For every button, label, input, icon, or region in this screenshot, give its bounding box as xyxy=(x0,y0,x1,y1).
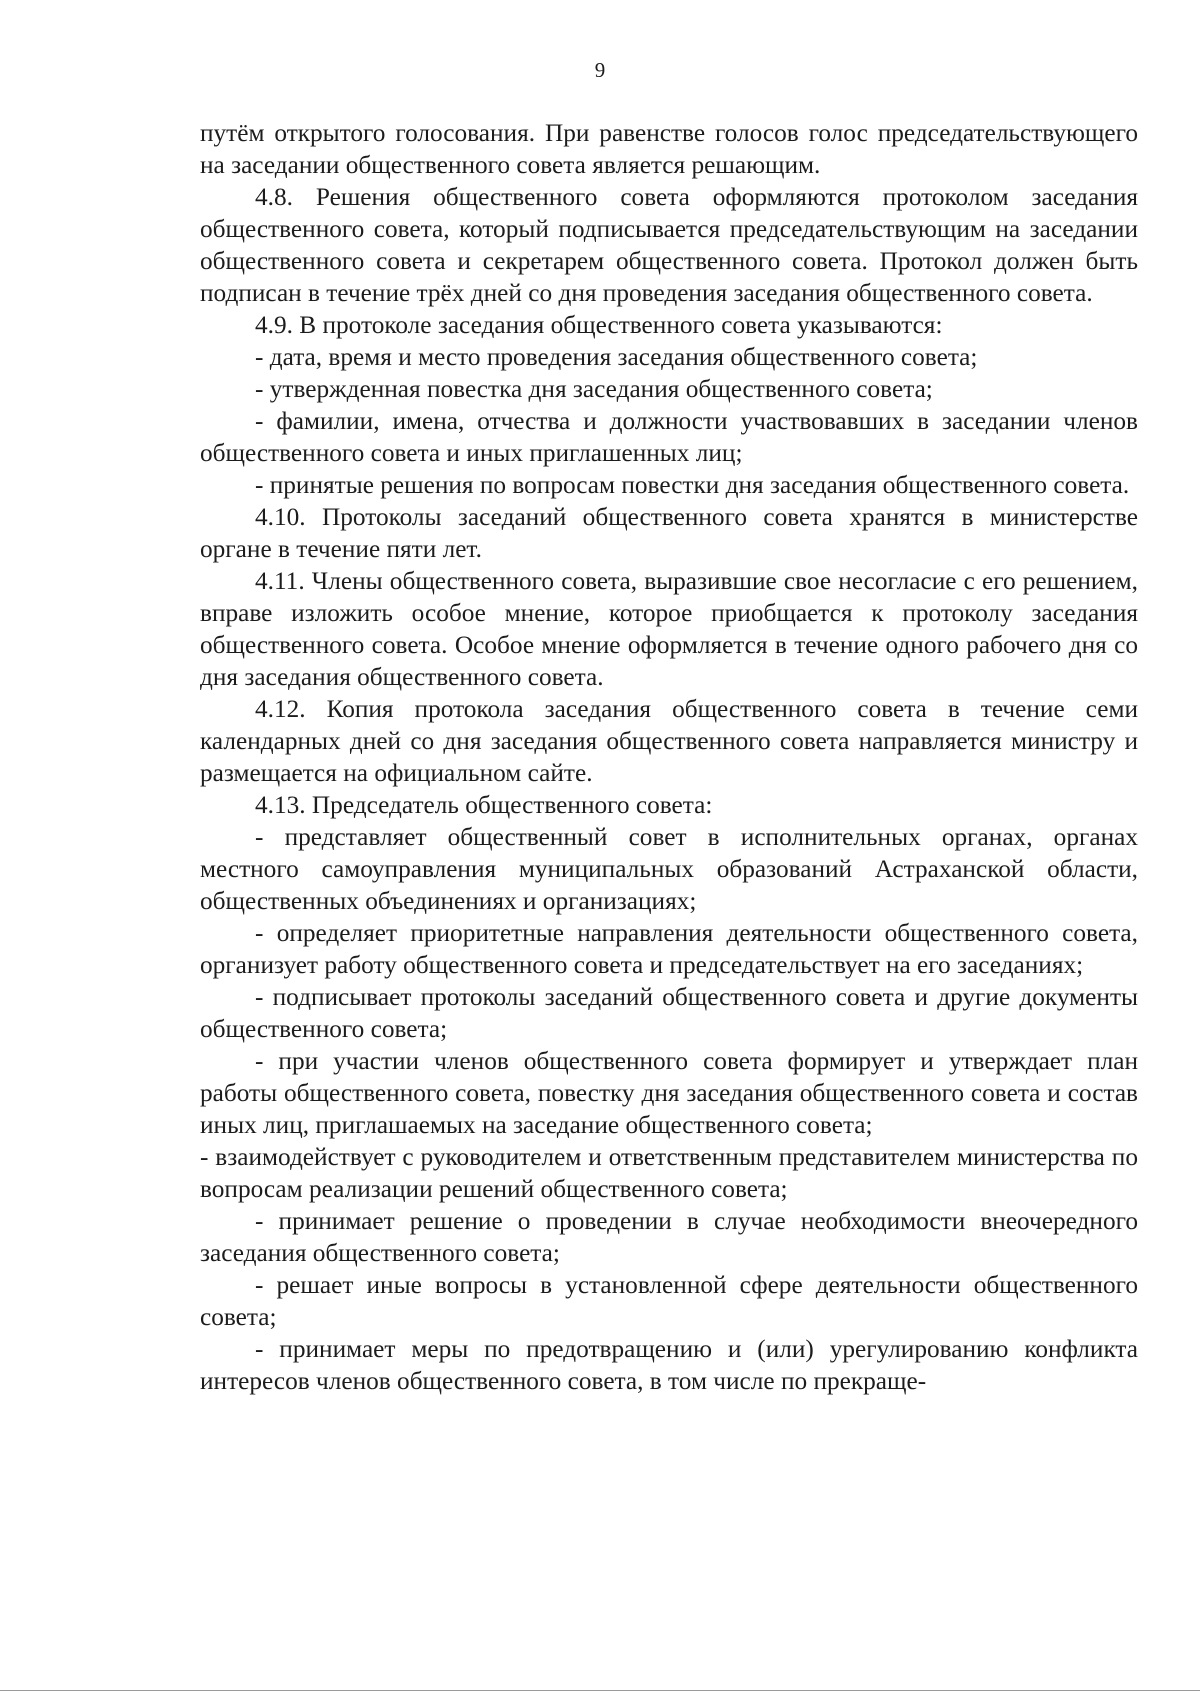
list-item: - подписывает протоколы заседаний общественного совета и другие документы общественного совета; xyxy=(200,983,1138,1043)
page-bottom-edge xyxy=(0,1690,1200,1691)
list-item: - принимает меры по предотвращению и (или) урегулированию конфликта интересов членов общественного совета, в том числе по прекраще- xyxy=(200,1335,1138,1395)
paragraph: путём открытого голосования. При равенстве голосов голос председательствующего на заседании общественного совета является решающим. xyxy=(200,119,1138,179)
paragraph: 4.10. Протоколы заседаний общественного совета хранятся в министерстве органе в течение пяти лет. xyxy=(200,503,1138,563)
paragraph: 4.12. Копия протокола заседания общественного совета в течение семи календарных дней со дня заседания общественного совета направляется министру и размещается на официальном сайте. xyxy=(200,695,1138,787)
list-item: - при участии членов общественного совета формирует и утверждает план работы общественного совета, повестку дня заседания общественного совета и состав иных лиц, приглашаемых на заседание общественного совета; xyxy=(200,1047,1138,1139)
paragraph: 4.13. Председатель общественного совета: xyxy=(255,791,713,819)
list-item: - принимает решение о проведении в случае необходимости внеочередного заседания общественного совета; xyxy=(200,1207,1138,1267)
list-item: - представляет общественный совет в исполнительных органах, органах местного самоуправления муниципальных образований Астраханской области, общественных объединениях и организациях; xyxy=(200,823,1138,915)
paragraph: 4.9. В протоколе заседания общественного совета указываются: xyxy=(255,311,943,339)
list-item: - фамилии, имена, отчества и должности участвовавших в заседании членов общественного совета и иных приглашенных лиц; xyxy=(200,407,1138,467)
list-item: - взаимодействует с руководителем и ответственным представителем министерства по вопросам реализации решений общественного совета; xyxy=(200,1143,1138,1203)
list-item: - определяет приоритетные направления деятельности общественного совета, организует работу общественного совета и председательствует на его заседаниях; xyxy=(200,919,1138,979)
document-body xyxy=(200,117,1138,1397)
paragraph: 4.8. Решения общественного совета оформляются протоколом заседания общественного совета, который подписывается председательствующим на заседании общественного совета и секретарем общественного совета. Протокол должен быть подписан в течение трёх дней со дня проведения заседания общественного совета. xyxy=(200,183,1138,307)
page-number: 9 xyxy=(594,58,606,82)
list-item: - принятые решения по вопросам повестки дня заседания общественного совета. xyxy=(255,471,1130,499)
paragraph: 4.11. Члены общественного совета, выразившие свое несогласие с его решением, вправе изложить особое мнение, которое приобщается к протоколу заседания общественного совета. Особое мнение оформляется в течение одного рабочего дня со дня заседания общественного совета. xyxy=(200,567,1138,691)
list-item: - утвержденная повестка дня заседания общественного совета; xyxy=(255,375,933,403)
list-item: - решает иные вопросы в установленной сфере деятельности общественного совета; xyxy=(200,1271,1138,1331)
list-item: - дата, время и место проведения заседания общественного совета; xyxy=(255,343,978,371)
